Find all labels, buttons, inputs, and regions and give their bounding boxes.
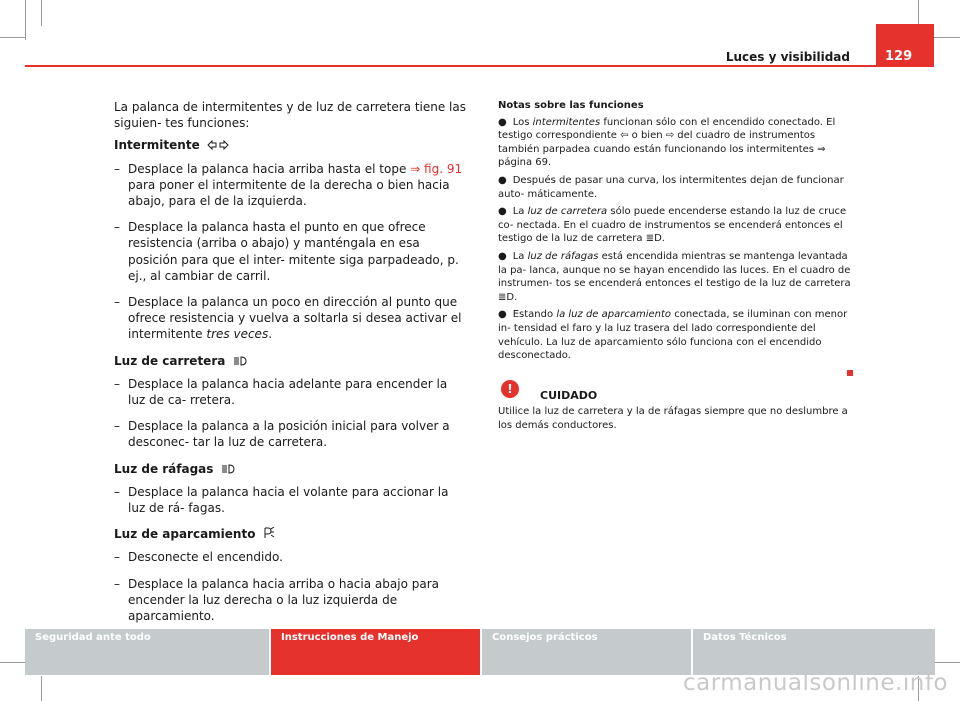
note-item: ● La luz de carretera sólo puede encenderse estando la luz de cruce co- nectada. En el cuadro de instrumentos se encenderá entonces el testigo de la luz de carretera ≣D. [498, 206, 847, 245]
left-column [114, 99, 468, 634]
parking-light-icon [263, 527, 275, 543]
intro-text: La palanca de intermitentes y de luz de carretera tiene las siguien- tes funciones: [114, 100, 466, 131]
caution-box [498, 381, 852, 433]
list-item: – Desplace la palanca hacia adelante para encender la luz de ca- rretera. [114, 376, 448, 408]
list-item: – Desplace la palanca hacia arriba o hacia abajo para encender la luz derecha o la luz izquierda de aparcamiento. [114, 576, 439, 624]
crop-mark [918, 0, 919, 26]
note-item: ● Después de pasar una curva, los intermitentes dejan de funcionar auto- máticamente. [498, 174, 844, 200]
note-item: ● La luz de ráfagas está encendida mientras se mantenga levantada la pa- lanca, aunque no se hayan encendido las luces. En el cuadro de instrumen- tos se encenderá entonces el testigo de la luz de carretera ≣D. [498, 250, 851, 303]
crop-mark [41, 0, 42, 26]
footer-tabs [25, 629, 935, 675]
list-item: – Desplace la palanca hacia arriba hasta el tope ⇒ fig. 91 para poner el intermitente de la derecha o bien hacia abajo, para el de la izquierda. [114, 161, 463, 209]
tab-datos-tecnicos[interactable]: Datos Técnicos [693, 629, 935, 675]
crop-mark [0, 37, 26, 38]
turn-signal-arrows-icon [207, 138, 229, 154]
caution-title: CUIDADO [540, 388, 598, 402]
page-number: 129 [876, 24, 934, 66]
heading-luz-rafagas: Luz de ráfagas [114, 461, 468, 478]
tab-seguridad[interactable]: Seguridad ante todo [25, 629, 271, 675]
note-item: ● Estando la luz de aparcamiento conectada, se iluminan con menor in- tensidad el faro y la luz trasera del lado correspondiente del vehículo. La luz de aparcamiento sólo funciona con el encendido desconectado. [498, 309, 848, 362]
list-item: – Desplace la palanca a la posición inicial para volver a desconec- tar la luz de carretera. [114, 419, 450, 450]
crop-mark [25, 0, 26, 40]
tab-consejos[interactable]: Consejos prácticos [482, 629, 693, 675]
list-item: – Desplace la palanca un poco en dirección al punto que ofrece resistencia y vuelva a soltarla si desea activar el intermitente tres veces. [114, 295, 462, 342]
section-end-marker [847, 370, 853, 376]
heading-luz-carretera: Luz de carretera [114, 353, 468, 370]
notes-heading: Notas sobre las funciones [498, 100, 644, 111]
crop-mark [0, 662, 26, 663]
high-beam-icon [233, 354, 247, 370]
caution-text: Utilice la luz de carretera y la de ráfagas siempre que no deslumbre a los demás conductores. [498, 406, 848, 431]
list-item: – Desplace la palanca hacia el volante para accionar la luz de rá- fagas. [114, 484, 449, 516]
warning-icon: ! [501, 380, 519, 398]
right-column [498, 99, 852, 432]
header-rule [25, 65, 934, 67]
crop-mark [41, 676, 42, 701]
heading-luz-aparcamiento: Luz de aparcamiento [114, 526, 468, 543]
watermark: carmanualsonline.info [682, 670, 948, 696]
note-item: ● Los intermitentes funcionan sólo con el encendido conectado. El testigo correspondiente ⇦ o bien ⇨ del cuadro de instrumentos también parpadea cuando están funcionando los intermitentes ⇒ página 69. [498, 116, 836, 169]
crop-mark [934, 37, 960, 38]
tab-instrucciones[interactable]: Instrucciones de Manejo [271, 629, 482, 675]
list-item: – Desplace la palanca hasta el punto en que ofrece resistencia (arriba o abajo) y manténgala en esa posición para que el inter- mitente siga parpadeado, p. ej., al cambiar de carril. [114, 220, 459, 283]
heading-intermitente: Intermitente [114, 137, 468, 154]
section-title: Luces y visibilidad [725, 50, 850, 64]
crop-mark [934, 662, 960, 663]
high-beam-icon [221, 462, 235, 478]
list-item: – Desconecte el encendido. [114, 550, 283, 565]
figure-link[interactable]: ⇒ fig. 91 [410, 161, 463, 176]
